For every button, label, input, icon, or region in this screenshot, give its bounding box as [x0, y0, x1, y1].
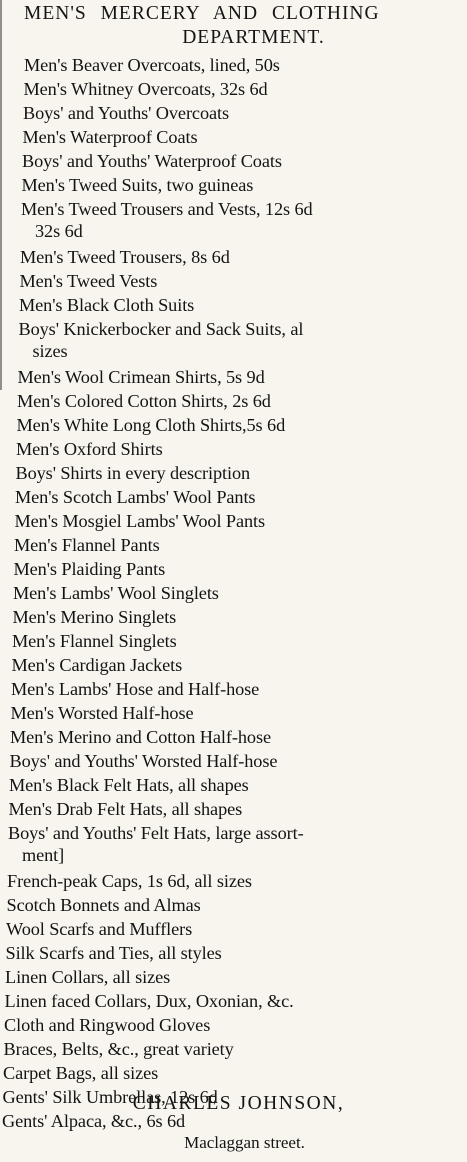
item-text: Men's Waterproof Coats: [22, 127, 198, 147]
item-text: Men's Black Cloth Suits: [19, 295, 195, 315]
item-text: Men's Cardigan Jackets: [11, 655, 183, 675]
item-text: Boys' Shirts in every description: [15, 463, 251, 483]
item-text: Men's Merino and Cotton Half-hose: [10, 727, 271, 747]
list-item: [23, 102, 229, 124]
item-text: Cloth and Ringwood Gloves: [4, 1015, 211, 1035]
list-item: [10, 750, 278, 772]
item-text-continuation: ment]: [22, 845, 65, 865]
item-text: Braces, Belts, &c., great variety: [3, 1039, 234, 1059]
merchant-name: CHARLES JOHNSON,: [132, 1093, 345, 1114]
item-text-continuation: 32s 6d: [35, 221, 83, 241]
item-text: Men's Lambs' Hose and Half-hose: [11, 679, 260, 699]
list-item: [12, 630, 177, 652]
item-text: Men's Flannel Singlets: [12, 631, 177, 651]
list-item: [21, 198, 313, 242]
list-item: [17, 414, 286, 436]
item-text: Scotch Bonnets and Almas: [6, 895, 201, 915]
item-text: Men's Mosgiel Lambs' Wool Pants: [14, 511, 266, 531]
merchant-address: Maclaggan street.: [184, 1133, 305, 1152]
item-text: Men's Tweed Trousers, 8s 6d: [20, 247, 230, 267]
list-item: [19, 318, 304, 362]
item-text: Men's Whitney Overcoats, 32s 6d: [23, 79, 268, 99]
item-text: Silk Scarfs and Ties, all styles: [5, 943, 222, 963]
list-item: [16, 462, 251, 484]
item-text: Wool Scarfs and Mufflers: [6, 919, 193, 939]
item-text: Boys' and Youths' Felt Hats, large assort-: [8, 823, 304, 843]
item-text: Boys' and Youths' Waterproof Coats: [22, 151, 282, 171]
item-text: Men's Tweed Vests: [19, 271, 158, 291]
list-item: [20, 270, 158, 292]
list-item: [15, 486, 255, 508]
item-text: Men's Drab Felt Hats, all shapes: [8, 799, 243, 819]
item-text: Men's Beaver Overcoats, lined, 50s: [24, 55, 280, 75]
item-text: Men's Plaiding Pants: [13, 559, 166, 579]
list-item: [4, 1014, 210, 1036]
item-text-continuation: sizes: [32, 341, 68, 361]
item-text: Men's Flannel Pants: [14, 535, 160, 555]
list-item: [22, 174, 254, 196]
item-text: Boys' Knickerbocker and Sack Suits, al: [18, 319, 304, 339]
list-item: [11, 702, 194, 724]
list-item: [7, 894, 201, 916]
column-rule: [0, 0, 2, 390]
item-text: Men's Black Felt Hats, all shapes: [9, 775, 249, 795]
item-text: French-peak Caps, 1s 6d, all sizes: [7, 871, 252, 891]
list-item: [24, 78, 268, 100]
list-item: [5, 990, 294, 1012]
list-item: [20, 246, 230, 268]
list-item: [4, 1038, 234, 1060]
item-text: Men's Tweed Trousers and Vests, 12s 6d: [21, 199, 313, 219]
list-item: [18, 366, 265, 388]
list-item: [12, 654, 183, 676]
item-text: Men's Tweed Suits, two guineas: [21, 175, 254, 195]
list-item: [22, 150, 282, 172]
list-item: [17, 390, 271, 412]
department-heading-line2: DEPARTMENT.: [182, 27, 325, 48]
item-text: Gents' Alpaca, &c., 6s 6d: [2, 1111, 186, 1131]
item-text: Men's Colored Cotton Shirts, 2s 6d: [17, 391, 271, 411]
list-item: [6, 942, 222, 964]
list-item: [9, 798, 243, 820]
list-item: [9, 774, 249, 796]
item-text: Linen Collars, all sizes: [5, 967, 171, 987]
department-heading-line1: MEN'S MERCERY AND CLOTHING: [24, 3, 380, 24]
item-text: Boys' and Youths' Worsted Half-hose: [9, 751, 278, 771]
list-item: [3, 1062, 158, 1084]
list-item: [19, 294, 194, 316]
item-text: Linen faced Collars, Dux, Oxonian, &c.: [4, 991, 294, 1011]
list-item: [13, 582, 219, 604]
list-item: [13, 606, 177, 628]
list-item: [11, 678, 259, 700]
item-text: Men's Wool Crimean Shirts, 5s 9d: [17, 367, 265, 387]
list-item: [15, 510, 266, 532]
list-item: [23, 126, 198, 148]
item-text: Men's Worsted Half-hose: [10, 703, 194, 723]
item-text: Gents' Silk Umbrellas, 12s 6d: [2, 1087, 218, 1107]
list-item: [6, 918, 192, 940]
list-item: [8, 822, 304, 866]
list-item: [14, 558, 166, 580]
list-item: [10, 726, 271, 748]
item-text: Boys' and Youths' Overcoats: [23, 103, 229, 123]
item-text: Carpet Bags, all sizes: [3, 1063, 159, 1083]
list-item: [14, 534, 160, 556]
item-text: Men's White Long Cloth Shirts,5s 6d: [16, 415, 286, 435]
item-text: Men's Merino Singlets: [12, 607, 177, 627]
list-item: [24, 54, 280, 76]
list-item: [16, 438, 163, 460]
item-text: Men's Lambs' Wool Singlets: [13, 583, 219, 603]
item-text: Men's Oxford Shirts: [16, 439, 163, 459]
item-text: Men's Scotch Lambs' Wool Pants: [15, 487, 256, 507]
list-item: [7, 870, 252, 892]
list-item: [5, 966, 170, 988]
